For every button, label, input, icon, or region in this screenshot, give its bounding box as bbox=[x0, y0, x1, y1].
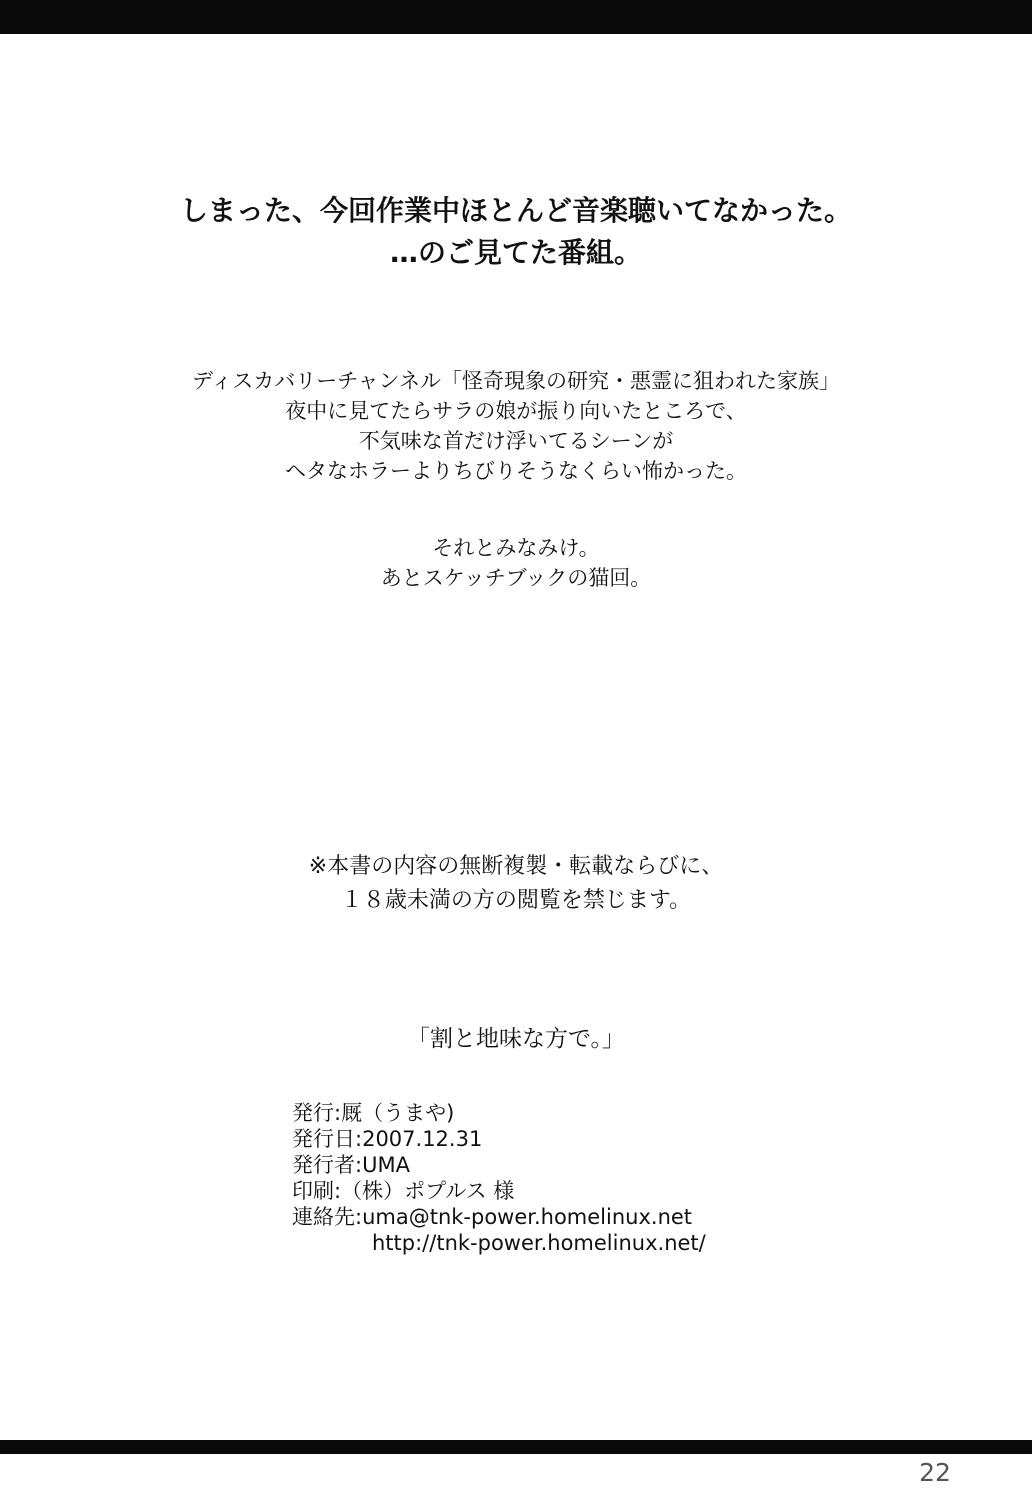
bottom-black-bar bbox=[0, 1440, 1032, 1454]
date-value: 2007.12.31 bbox=[362, 1127, 483, 1151]
colophon-printer bbox=[292, 1178, 706, 1204]
contact-label: 連絡先: bbox=[292, 1205, 363, 1229]
contact-url: http://tnk-power.homelinux.net/ bbox=[372, 1231, 706, 1255]
date-label: 発行日: bbox=[292, 1127, 363, 1151]
colophon-date bbox=[292, 1126, 706, 1152]
issuer-value: UMA bbox=[362, 1153, 410, 1177]
also-line-2: あとスケッチブックの猫回。 bbox=[380, 566, 652, 590]
publisher-value: 厩（うまや) bbox=[341, 1101, 455, 1125]
colophon-issuer bbox=[292, 1152, 706, 1178]
printer-label: 印刷: bbox=[292, 1179, 342, 1203]
notice-line-1: ※本書の内容の無断複製・転載ならびに、 bbox=[308, 854, 724, 879]
page-number: 22 bbox=[919, 1458, 951, 1487]
also-line-1: それとみなみけ。 bbox=[432, 536, 600, 560]
intro-line-1: しまった、今回作業中ほとんど音楽聴いてなかった。 bbox=[179, 194, 852, 227]
tv-line-3: 不気味な首だけ浮いてるシーンが bbox=[358, 429, 674, 453]
notice-line-2: １８歳未満の方の閲覧を禁じます。 bbox=[340, 888, 692, 913]
issuer-label: 発行者: bbox=[292, 1153, 363, 1177]
intro-heading bbox=[0, 190, 1032, 274]
tv-line-2: 夜中に見てたらサラの娘が振り向いたところで、 bbox=[285, 399, 747, 423]
tv-show-paragraph bbox=[0, 366, 1032, 486]
also-paragraph bbox=[0, 533, 1032, 593]
tv-line-4: ヘタなホラーよりちびりそうなくらい怖かった。 bbox=[285, 459, 747, 483]
colophon bbox=[292, 1100, 706, 1256]
colophon-publisher bbox=[292, 1100, 706, 1126]
tv-line-1: ディスカバリーチャンネル「怪奇現象の研究・悪霊に狙われた家族」 bbox=[191, 369, 841, 393]
colophon-contact bbox=[292, 1204, 706, 1230]
printer-value: （株）ポプルス 様 bbox=[341, 1179, 515, 1203]
contact-email: uma@tnk-power.homelinux.net bbox=[362, 1205, 693, 1229]
intro-line-2: …のご見てた番組。 bbox=[389, 236, 642, 269]
publisher-label: 発行: bbox=[292, 1101, 342, 1125]
top-black-bar bbox=[0, 0, 1032, 34]
copyright-notice bbox=[0, 850, 1032, 918]
book-title: 「割と地味な方で。」 bbox=[406, 1026, 626, 1052]
